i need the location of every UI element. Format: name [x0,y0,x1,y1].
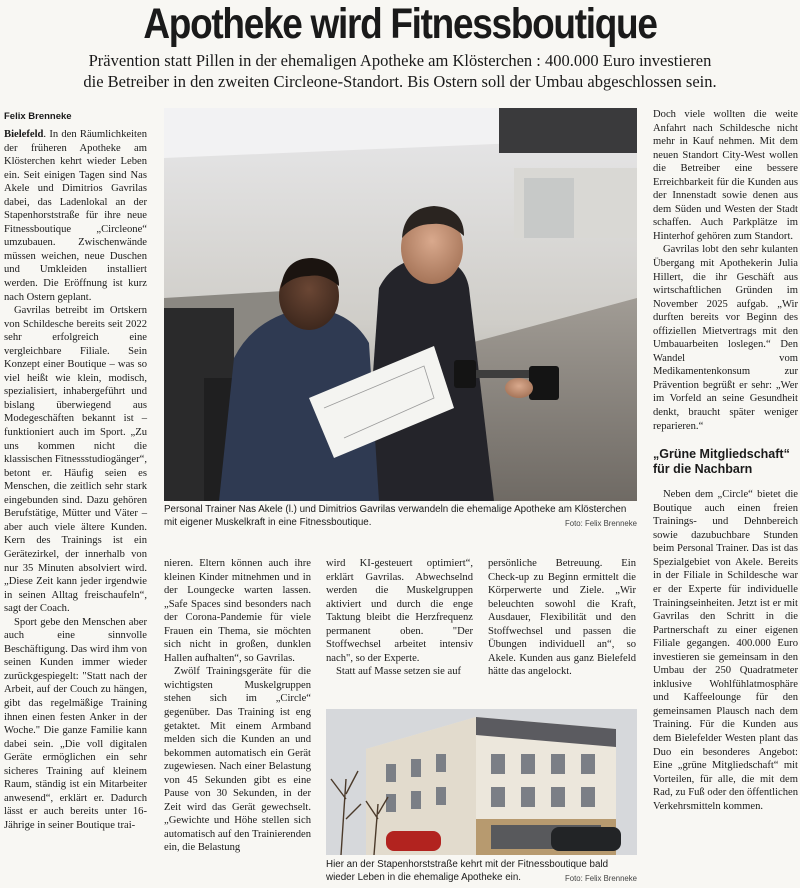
building-photo-caption [326,859,637,885]
main-photo-caption [164,504,637,530]
column-5-paragraph-2: Gavrilas lobt den sehr kulanten Übergang mit Apothekerin Julia Hillert, die ihr Geschäft aus wirtschaftlichen Gründen im November 2025 aufgab. „Wir durften bereits vor Beginn des offiziellen Mietvertrags mit den Umbauarbeiten loslegen.“ Den Wandel vom Medikamentenkonsum zur Prävention begrüßt er sehr: „Wer im Vorfeld an seine Gesundheit denkt, braucht später weniger reparieren.“ [653,244,798,432]
column-5 [653,108,798,813]
building-photo-credit: Foto: Felix Brenneke [565,873,637,883]
column-3-paragraph-2: Statt auf Masse setzen sie auf [336,666,462,678]
building-photo-illustration [326,709,637,855]
subhead-line-1: Prävention statt Pillen in der ehemaligen Apotheke am Klösterchen : 400.000 Euro investieren [88,51,712,70]
column-3 [326,557,473,679]
column-1-paragraph-1: Bielefeld. In den Räumlichkeiten der früheren Apotheke am Klösterchen kehrt wieder Leben ein. Seit einigen Tagen sind Nas Akele und Dimitrios Gavrilas dabei, das Ladenlokal an der Stapenhorststraße für ihre neue Fitnessboutique „Circleone“ umzubauen. Zwischenwände müssen weichen, neue Duschen und Umkleiden installiert werden. Die Eröffnung ist kurz nach Ostern geplant. [4,129,147,303]
main-photo-caption-text: Personal Trainer Nas Akele (l.) und Dimitrios Gavrilas verwandeln die ehemalige Apotheke am Klösterchen mit eigener Muskelkraft in eine Fitnessboutique. [164,504,627,528]
column-5-paragraph-1: Doch viele wollten die weite Anfahrt nach Schildesche nicht mehr in Kauf nehmen. Mit dem neuen Standort City-West wollen die Betreiber eine bessere Erreichbarkeit für die Kunden aus der Innenstadt sowie denen aus dem Süden und Westen der Stadt schaffen. Auch Parkplätze im Hinterhof gehören zum Standort. [653,109,798,242]
main-photo-illustration [164,108,637,501]
column-4-paragraph-1: persönliche Betreuung. Ein Check-up zu Beginn ermittelt die Körperwerte und Ziele. „Wir beleuchten sowohl die Kraft, Ausdauer, Flexibilität und den Stoffwechsel und passen die Übungen individuell an“, so Akele. Kunden aus ganz Bielefeld hätte das angelockt. [488,558,636,678]
column-1-paragraph-2: Gavrilas betreibt im Ortskern von Schildesche bereits seit 2022 sehr erfolgreich eine vergleichbare Filiale. Sein Konzept einer Boutique – was so viel heißt wie klein, modisch, spezialisiert, inhabergeführt und bislang überwiegend aus Modegeschäften bekannt ist – funktioniert auch im Sport. „Zu uns kommen nicht die klassischen Fitnessstudiogänger“, betont er. Häufig seien es Menschen, die zeitlich sehr stark eingebunden sind. Dazu gehören Berufstätige, Mütter und Väter – aber auch viele ältere Kunden. Kern des Trainings ist ein Gerätezirkel, der innerhalb von nur 35 Minuten absolviert wird. „Diese Zeit kann jeder irgendwie in seinen Alltag freischaufeln“, sagt der Coach. [4,305,147,615]
headline: Apotheke wird Fitnessboutique [143,0,657,48]
building-photo [326,709,637,855]
crosshead: „Grüne Mitgliedschaft“ für die Nachbarn [653,447,790,476]
main-photo-credit: Foto: Felix Brenneke [565,518,637,528]
column-1 [4,128,147,832]
main-photo [164,108,637,501]
column-1-paragraph-3: Sport gebe den Menschen aber auch eine sinnvolle Beschäftigung. Das wird ihm von seinen Kunden immer wieder zurückgespiegelt: "Statt nach der Arbeit, auf der Couch zu hängen, gibt das regelmäßige Training ihnen einen festen Anker in der Woche." Die ganze Familie kann dabei sein. „Die voll digitalen Geräte ermöglichen ein sehr sicheres Training auf kleinem Raum, ständig ist ein Mitarbeiter anwesend“, erklärt er. Dadurch lässt er auch bereits unter 16-Jährige in seiner Boutique trai- [4,616,147,831]
building-photo-caption-text: Hier an der Stapenhorststraße kehrt mit der Fitnessboutique bald wieder Leben in die ehemalige Apotheke ein. [326,859,609,883]
byline: Felix Brenneke [4,111,72,122]
dateline: Bielefeld [4,129,44,140]
column-2 [164,557,311,855]
column-2-paragraph-2: Zwölf Trainingsgeräte für die wichtigsten Muskelgruppen stehen sich im „Circle“ gegenüber. Das Training ist eng getaktet. Mit einem Armband melden sich die Kunden an und bekommen automatisch ein Gerät zugewiesen. Nach einer Belastung von 45 Sekunden gibt es eine Pause von 30 Sekunden, in der Zeit wird das Gerät gewechselt. „Gewichte und Höhe stellen sich automatisch auf den Trainierenden ein, die Belastung [164,666,311,854]
column-5-paragraph-3: Neben dem „Circle“ bietet die Boutique auch einen freien Trainings- und Dehnbereich sowie dazubuchbare Stunden beim Personal Trainer. Das ist das Spezialgebiet von Akele. Bereits in der Filiale in Schildesche war er der Experte für individuelle Trainingseinheiten. Jetzt ist er mit Gavrilas den Schritt in die Partnerschaft zu einer eigenen Filiale gegangen. 400.000 Euro investieren sie gemeinsam in den Umbau der 250 Quadratmeter inklusive Wohlfühlatmosphäre und Kaffeelounge für den gemeinsamen Plausch nach dem Training. Für die Kunden aus dem Bielefelder Westen plant das Duo ein besonderes Angebot: Eine „grüne Mitgliedschaft“ mit Vorteilen, für alle, die mit dem Rad, zu Fuß oder den öffentlichen Verkehrsmitteln kommen. [653,489,798,812]
column-2-paragraph-1: nieren. Eltern können auch ihre kleinen Kinder mitnehmen und in der Loungecke warten lassen. „Safe Spaces sind besonders nach der Corona-Pandemie für viele Frauen ein Thema, sie möchten sich nicht in großen, dunklen Hallen aufhalten“, so Gavrilas. [164,558,311,664]
subhead-line-2: die Betreiber in den zweiten Circleone-Standort. Bis Ostern soll der Umbau abgeschlossen sein. [83,72,717,91]
subheadline [30,50,770,92]
column-3-paragraph-1: wird KI-gesteuert optimiert“, erklärt Gavrilas. Abwechselnd werden die Muskelgruppen aktiviert und durch die enge Taktung bleibt die Herzfrequenz permanent oben. "Der Stoffwechsel arbeitet intensiv nach", so der Experte. [326,558,473,664]
column-4 [488,557,636,679]
